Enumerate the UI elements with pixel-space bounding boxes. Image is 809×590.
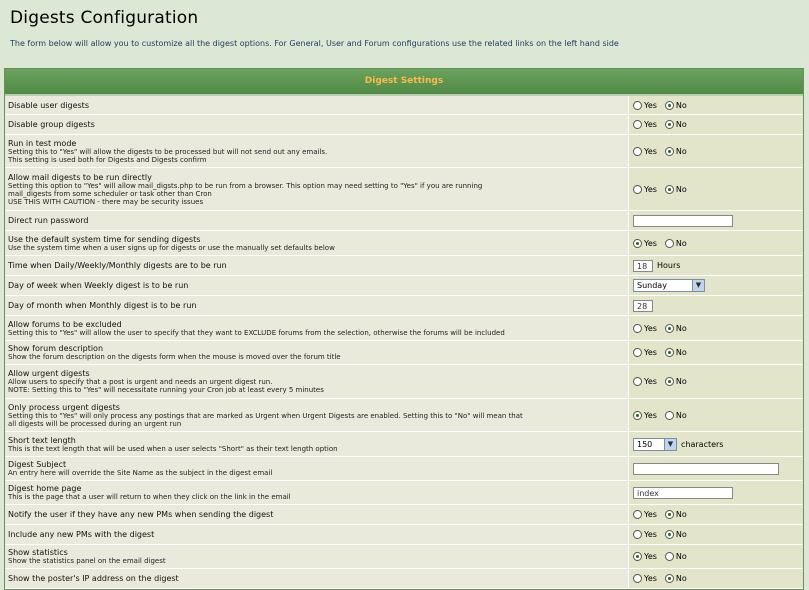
setting-control-cell: [629, 211, 803, 230]
radio-no-label: No: [675, 410, 687, 420]
radio-yes-label: Yes: [644, 146, 657, 156]
radio-yes[interactable]: [633, 239, 642, 248]
setting-label-cell: [5, 399, 629, 431]
setting-title: Notify the user if they have any new PMs when sending the digest: [8, 510, 274, 519]
radio-yes-label: Yes: [644, 530, 657, 539]
radio-no-label: No: [675, 323, 687, 333]
radio-yes[interactable]: [633, 101, 642, 110]
setting-title: Allow forums to be excluded: [8, 319, 122, 329]
setting-help-text: Setting this option to "Yes" will allow mail_digsts.php to be run from a browser. This option may need setting to "Yes" if you are running: [8, 181, 483, 190]
setting-row: [5, 168, 803, 211]
setting-label-cell: [5, 481, 629, 504]
setting-help-text: Use the system time when a user signs up for digests or use the manually set defaults below: [8, 243, 335, 252]
setting-row: [5, 115, 803, 135]
setting-title: Disable user digests: [8, 100, 89, 110]
setting-label-cell: [5, 276, 629, 295]
setting-label-cell: [5, 316, 629, 340]
text-input[interactable]: [633, 215, 733, 227]
setting-title: Allow mail digests to be run directly: [8, 172, 152, 182]
setting-row: [5, 569, 803, 589]
setting-control-cell: [629, 296, 803, 315]
setting-title: Allow urgent digests: [8, 369, 90, 378]
text-input[interactable]: 18: [633, 260, 653, 272]
dropdown-value: 150: [637, 439, 653, 449]
setting-help-text: Setting this to "Yes" will allow the user to specify that they want to EXCLUDE forums from the selection, otherwise the forums will be included: [8, 328, 505, 337]
radio-no[interactable]: [665, 324, 674, 333]
setting-label-cell: [5, 545, 629, 568]
radio-no[interactable]: [665, 574, 674, 583]
setting-title: Show forum description: [8, 344, 104, 353]
setting-help-text: Setting this to "Yes" will allow the digests to be processed but will not send out any emails.: [8, 147, 328, 156]
radio-no-label: No: [675, 574, 687, 583]
radio-no-label: No: [675, 530, 687, 539]
setting-help-text: mail_digests from some scheduler or task other than Cron: [8, 189, 212, 198]
setting-help-text: This is the text length that will be used when a user selects "Short" as their text length option: [8, 444, 338, 453]
radio-yes-label: Yes: [644, 574, 657, 583]
radio-yes-label: Yes: [644, 510, 657, 519]
setting-label-cell: [5, 296, 629, 315]
radio-no[interactable]: [665, 101, 674, 110]
setting-title: Disable group digests: [8, 120, 95, 129]
setting-row: [5, 505, 803, 525]
page-description: The form below will allow you to customize all the digest options. For General, User and Forum configurations use the related links on the left hand side: [10, 39, 619, 48]
text-input[interactable]: index: [633, 487, 733, 499]
radio-no-label: No: [675, 120, 687, 129]
setting-help-text: all digests will be processed during an urgent run: [8, 419, 182, 428]
text-input[interactable]: 28: [633, 300, 653, 312]
dropdown-select[interactable]: [633, 438, 677, 451]
radio-yes[interactable]: [633, 510, 642, 519]
unit-label: Hours: [657, 261, 681, 270]
radio-no[interactable]: [665, 239, 674, 248]
setting-row: [5, 256, 803, 276]
setting-label-cell: [5, 168, 629, 210]
setting-label-cell: [5, 341, 629, 364]
radio-yes[interactable]: [633, 348, 642, 357]
radio-yes-label: Yes: [644, 552, 657, 561]
setting-help-text: USE THIS WITH CAUTION - there may be security issues: [8, 197, 204, 206]
setting-control-cell: [629, 457, 803, 480]
radio-no[interactable]: [665, 411, 674, 420]
radio-no-label: No: [675, 184, 687, 194]
radio-no[interactable]: [665, 120, 674, 129]
setting-control-cell: [629, 525, 803, 544]
setting-control-cell: [629, 399, 803, 431]
setting-row: [5, 296, 803, 316]
setting-label-cell: [5, 231, 629, 255]
setting-control-cell: [629, 505, 803, 524]
setting-row: [5, 457, 803, 481]
dropdown-value: Sunday: [637, 281, 667, 290]
setting-help-text: NOTE: Setting this to "Yes" will necessitate running your Cron job at least every 5 minutes: [8, 386, 324, 394]
setting-title: Use the default system time for sending digests: [8, 234, 201, 244]
setting-label-cell: [5, 365, 629, 398]
setting-help-text: Show the statistics panel on the email digest: [8, 557, 166, 565]
settings-rows: [5, 96, 803, 589]
setting-row: [5, 211, 803, 231]
setting-row: [5, 481, 803, 505]
setting-title: Digest Subject: [8, 460, 67, 469]
digest-settings-panel: [4, 68, 804, 590]
setting-control-cell: [629, 168, 803, 210]
unit-label: characters: [681, 439, 724, 449]
setting-row: [5, 276, 803, 296]
dropdown-select[interactable]: [633, 279, 705, 292]
setting-label-cell: [5, 96, 629, 114]
radio-no-label: No: [675, 348, 687, 357]
radio-yes[interactable]: [633, 147, 642, 156]
setting-title: Short text length: [8, 435, 76, 445]
radio-no-label: No: [675, 238, 687, 248]
setting-row: [5, 399, 803, 432]
setting-title: Run in test mode: [8, 138, 77, 148]
setting-control-cell: [629, 135, 803, 167]
setting-title: Day of month when Monthly digest is to be run: [8, 301, 197, 310]
radio-yes[interactable]: [633, 552, 642, 561]
setting-control-cell: [629, 231, 803, 255]
setting-title: Show the poster's IP address on the digest: [8, 574, 179, 583]
setting-title: Include any new PMs with the digest: [8, 530, 155, 539]
radio-yes[interactable]: [633, 530, 642, 539]
radio-yes-label: Yes: [644, 100, 657, 110]
setting-control-cell: [629, 545, 803, 568]
panel-header: Digest Settings: [5, 69, 803, 96]
radio-no-label: No: [675, 146, 687, 156]
setting-control-cell: [629, 365, 803, 398]
setting-control-cell: [629, 316, 803, 340]
radio-yes-label: Yes: [644, 184, 657, 194]
setting-help-text: Show the forum description on the digests form when the mouse is moved over the forum title: [8, 353, 341, 361]
setting-label-cell: [5, 505, 629, 524]
setting-control-cell: [629, 256, 803, 275]
radio-no-label: No: [675, 377, 687, 386]
setting-title: Time when Daily/Weekly/Monthly digests are to be run: [8, 261, 227, 270]
radio-no-label: No: [675, 510, 687, 519]
text-input[interactable]: [633, 463, 779, 475]
radio-yes-label: Yes: [644, 377, 657, 386]
radio-yes-label: Yes: [644, 323, 657, 333]
setting-label-cell: [5, 211, 629, 230]
setting-row: [5, 231, 803, 256]
setting-help-text: This setting is used both for Digests and Digests confirm: [8, 155, 207, 164]
setting-row: [5, 545, 803, 569]
setting-row: [5, 432, 803, 457]
setting-row: [5, 525, 803, 545]
radio-yes-label: Yes: [644, 238, 657, 248]
setting-help-text: This is the page that a user will return to when they click on the link in the email: [8, 493, 291, 501]
radio-no[interactable]: [665, 552, 674, 561]
setting-control-cell: [629, 341, 803, 364]
setting-label-cell: [5, 525, 629, 544]
setting-row: [5, 135, 803, 168]
chevron-down-icon[interactable]: ▼: [692, 280, 704, 291]
radio-no[interactable]: [665, 348, 674, 357]
setting-help-text: Setting this to "Yes" will only process any postings that are marked as Urgent when Urgent Digests are enabled. Setting this to "No" will mean that: [8, 411, 523, 420]
radio-yes[interactable]: [633, 324, 642, 333]
setting-title: Show statistics: [8, 548, 68, 557]
radio-no[interactable]: [665, 185, 674, 194]
radio-no[interactable]: [665, 377, 674, 386]
setting-row: [5, 316, 803, 341]
radio-no[interactable]: [665, 147, 674, 156]
setting-control-cell: [629, 96, 803, 114]
radio-no-label: No: [675, 552, 687, 561]
setting-label-cell: [5, 135, 629, 167]
radio-no-label: No: [675, 100, 687, 110]
setting-control-cell: [629, 432, 803, 456]
radio-yes-label: Yes: [644, 348, 657, 357]
setting-row: [5, 96, 803, 115]
radio-yes[interactable]: [633, 411, 642, 420]
setting-label-cell: [5, 457, 629, 480]
setting-title: Direct run password: [8, 216, 89, 225]
radio-yes[interactable]: [633, 120, 642, 129]
setting-row: [5, 365, 803, 399]
radio-yes-label: Yes: [644, 410, 657, 420]
setting-help-text: Allow users to specify that a post is urgent and needs an urgent digest run.: [8, 378, 273, 386]
radio-yes[interactable]: [633, 377, 642, 386]
setting-title: Only process urgent digests: [8, 402, 120, 412]
chevron-down-icon[interactable]: ▼: [664, 439, 676, 450]
setting-label-cell: [5, 115, 629, 134]
setting-row: [5, 341, 803, 365]
page-title: Digests Configuration: [10, 8, 199, 28]
setting-help-text: An entry here will override the Site Name as the subject in the digest email: [8, 469, 273, 477]
setting-title: Digest home page: [8, 484, 82, 493]
setting-label-cell: [5, 256, 629, 275]
setting-title: Day of week when Weekly digest is to be run: [8, 281, 189, 290]
radio-yes[interactable]: [633, 185, 642, 194]
setting-control-cell: [629, 481, 803, 504]
radio-yes[interactable]: [633, 574, 642, 583]
radio-no[interactable]: [665, 510, 674, 519]
setting-label-cell: [5, 432, 629, 456]
radio-yes-label: Yes: [644, 120, 657, 129]
setting-control-cell: [629, 276, 803, 295]
setting-control-cell: [629, 115, 803, 134]
radio-no[interactable]: [665, 530, 674, 539]
